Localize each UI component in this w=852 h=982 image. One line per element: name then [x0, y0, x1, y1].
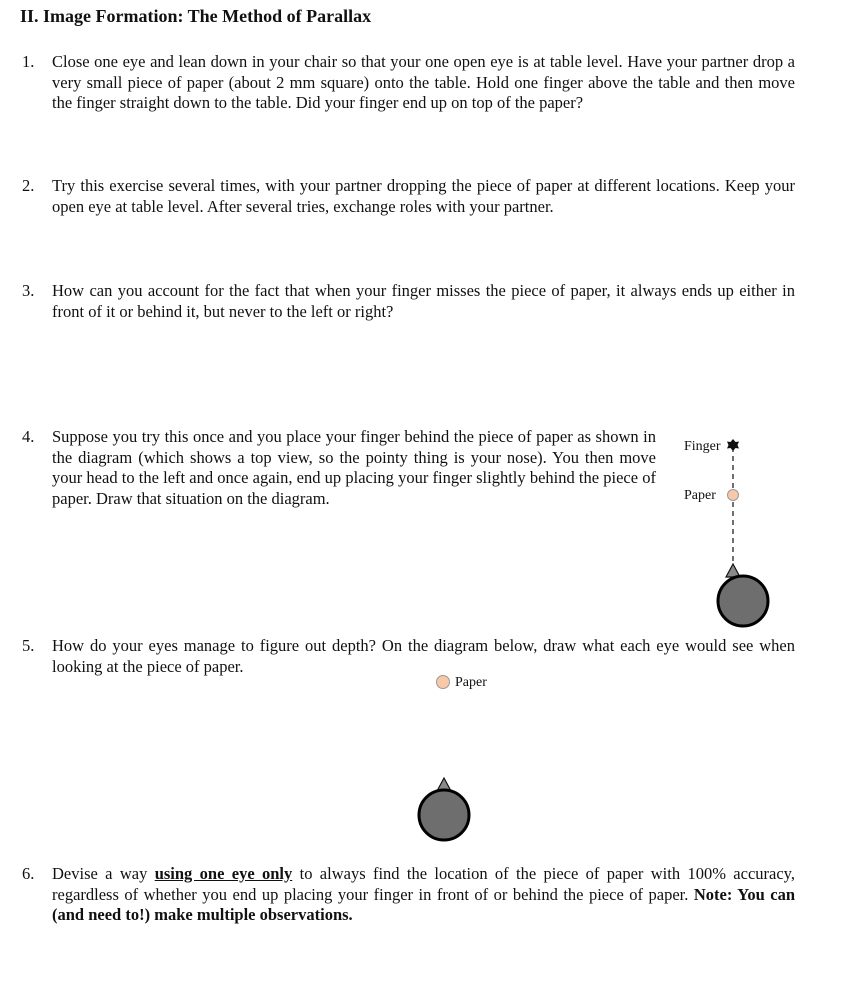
question-text: Try this exercise several times, with your partner dropping the piece of paper at different locations. Keep your open eye at table level. After several tries, exchange roles with your partner.: [52, 176, 795, 216]
question-text: How can you account for the fact that when your finger misses the piece of paper, it always ends up either in front of it or behind it, but never to the left or right?: [52, 281, 795, 321]
question-number: 3.: [22, 281, 35, 300]
question-text-start: Devise a way: [52, 864, 155, 883]
finger-label: Finger: [684, 439, 721, 454]
head-icon: [419, 790, 469, 840]
emphasis-text: using one eye only: [154, 864, 293, 883]
paper-icon: [437, 676, 450, 689]
paper-label: Paper: [684, 488, 716, 503]
question-text: Close one eye and lean down in your chair so that your one open eye is at table level. Have your partner drop a very small piece of paper (about 2 mm square) onto the table. Hold one finger above the table and then move the finger straight down to the table. Did your finger end up on top of the paper?: [52, 52, 795, 112]
head-figure: [410, 770, 480, 850]
question-text-rest: to always find the location of the piece of paper with 100% accuracy, regardless of whether you end up placing your finger in front of or behind the piece of paper.: [52, 864, 795, 904]
question-number: 5.: [22, 636, 35, 655]
paper-icon: [728, 490, 739, 501]
finger-icon: [727, 439, 739, 451]
question-text: How do your eyes manage to figure out depth? On the diagram below, draw what each eye would see when looking at the piece of paper.: [52, 636, 795, 676]
question-text: Suppose you try this once and you place your finger behind the piece of paper as shown in the diagram (which shows a top view, so the pointy thing is your nose). You then move your head to the left and once again, end up placing your finger slightly behind the piece of paper. Draw that situation on the diagram.: [52, 427, 656, 508]
question-text: [52, 864, 795, 926]
question-number: 6.: [22, 864, 35, 883]
paper-label: Paper: [455, 675, 487, 690]
question-number: 1.: [22, 52, 35, 71]
diagram-figure: [700, 430, 800, 630]
note-text: Note: You can (and need to!) make multiple observations.: [52, 884, 795, 924]
section-heading: II. Image Formation: The Method of Parallax: [20, 6, 372, 26]
head-icon: [718, 576, 768, 626]
question-number: 4.: [22, 427, 35, 446]
question-number: 2.: [22, 176, 35, 195]
